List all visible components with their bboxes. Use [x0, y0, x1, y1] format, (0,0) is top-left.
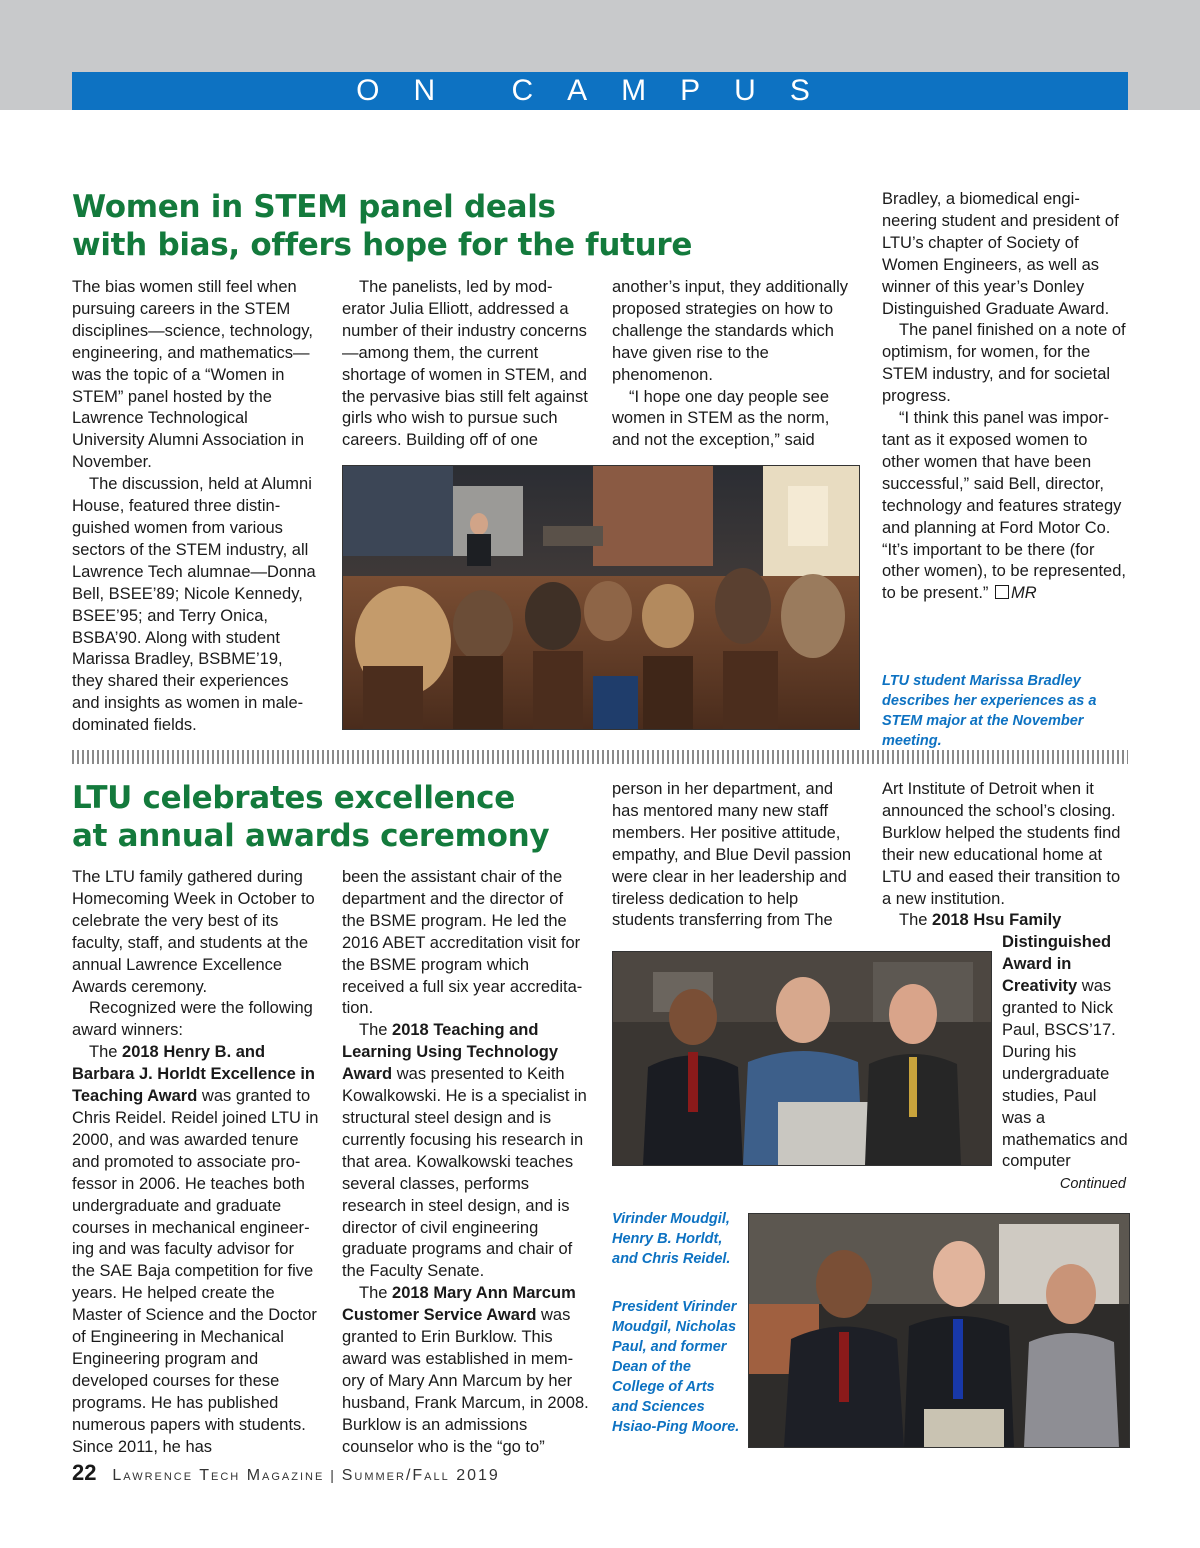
- horldt-award-illustration: [613, 952, 991, 1165]
- page-footer: [72, 1460, 500, 1486]
- paragraph: [342, 1020, 590, 1283]
- issue-label: Summer/Fall 2019: [341, 1467, 500, 1484]
- text-run: The: [899, 911, 933, 930]
- article2-column-1: [72, 867, 320, 1458]
- panel-meeting-photo: [342, 465, 860, 730]
- paragraph: Art Institute of Detroit when it announced the school’s closing. Burklow helped the students find their new educational home at LTU and eased their transition to a new institution.: [882, 780, 1121, 908]
- byline: MR: [1011, 584, 1037, 603]
- panel-photo-caption: LTU student Marissa Bradley describes her experiences as a STEM major at the November meeting.: [882, 673, 1097, 749]
- paragraph: “I hope one day people see women in STEM as the norm, and not the exception,” said: [612, 387, 830, 450]
- article2-column-3: [612, 779, 858, 932]
- panel-meeting-illustration: [343, 466, 859, 729]
- article2-headline-line1: LTU celebrates excellence: [72, 780, 515, 816]
- award-name-part1: 2018 Hsu Family: [932, 911, 1062, 930]
- paragraph: another’s input, they additionally proposed strategies on how to challenge the standards which have given rise to the phenomenon.: [612, 278, 849, 384]
- article2-headline: [72, 779, 549, 855]
- paragraph: person in her department, and has mentored many new staff members. Her positive attitude, empathy, and Blue Devil passion were clear in her leadership and tireless dedication to help students transferring from The: [612, 780, 852, 930]
- section-divider: [72, 750, 1128, 764]
- article1-column-1: [72, 277, 317, 737]
- text-run: was granted to Erin Burklow. This award was established in memory of Mary Ann Marcum by her husband, Frank Marcum, in 2008. Burklow is an admissions counselor who is the “go to”: [342, 1306, 589, 1456]
- page-number: 22: [72, 1460, 97, 1485]
- text-run: The: [359, 1021, 393, 1040]
- text-run: was granted to Chris Reidel. Reidel joined LTU in 2000, and was awarded tenure and promoted to associate professor in 2006. He teaches both undergraduate and graduate courses in mechanical engineering and was faculty advisor for the SAE Baja competition for five years. He helped create the Master of Science and the Doctor of Engineering in Mechanical Engineering program and developed courses for these programs. He has published numerous papers with students. Since 2011, he has: [72, 1087, 319, 1456]
- paragraph: [72, 1042, 320, 1458]
- text-run: was granted to Nick Paul, BSCS’17. During his undergraduate studies, Paul was a mathematics and computer: [1002, 977, 1128, 1171]
- article2-column-2: [342, 867, 590, 1458]
- text-run: was presented to Keith Kowalkowski. He is a specialist in structural steel design and is currently focusing his research in that area. Kowalkowski teaches several classes, performs research in steel design, and is director of civil engineering graduate programs and chair of the Faculty Senate.: [342, 1065, 587, 1281]
- paragraph: [882, 408, 1128, 605]
- text-run: The: [359, 1284, 393, 1303]
- article1-headline-line2: with bias, offers hope for the future: [72, 227, 693, 263]
- section-header-bar: ON CAMPUS: [72, 72, 1128, 110]
- magazine-name: Lawrence Tech Magazine: [112, 1467, 325, 1484]
- article1-column-3: [612, 277, 857, 452]
- paragraph: been the assistant chair of the department and the director of the BSME program. He led the 2016 ABET accreditation visit for the BSME program which received a full six year accreditation.: [342, 868, 583, 1018]
- paragraph: [882, 910, 1128, 932]
- paragraph: The LTU family gathered during Homecoming Week in October to celebrate the very best of its faculty, staff, and students at the annual Lawrence Excellence Awards ceremony.: [72, 868, 315, 996]
- footer-separator: |: [330, 1467, 336, 1483]
- article2-headline-line2: at annual awards ceremony: [72, 818, 550, 854]
- hsu-award-illustration: [749, 1214, 1129, 1447]
- award-name: 2018 Henry B. and Barbara J. Horldt Excellence in Teaching Award: [72, 1043, 316, 1106]
- hsu-photo-caption: President Virinder Moudgil, Nicholas Paul, and former Dean of the College of Arts and Sciences Hsiao-Ping Moore.: [612, 1299, 740, 1435]
- text-run: The: [89, 1043, 123, 1062]
- quote-text: “I think this panel was important as it exposed women to other women that have been successful,” said Bell, director, technology and features strategy and planning at Ford Motor Co. “It’s important to be there (for other women), to be represented, to be present.”: [882, 409, 1126, 603]
- paragraph: Bradley, a biomedical engineering student and president of LTU’s chapter of Society of Women Engineers, as well as winner of this year’s Donley Distinguished Graduate Award.: [882, 190, 1119, 318]
- paragraph: Recognized were the following award winners:: [72, 999, 313, 1040]
- hsu-award-photo: [748, 1213, 1130, 1448]
- paragraph: [1002, 932, 1128, 1173]
- paragraph: [342, 1283, 590, 1458]
- article1-column-4: [882, 189, 1128, 605]
- article1-column-2: [342, 277, 590, 452]
- award-name: 2018 Teaching and Learning Using Technology Award: [342, 1021, 559, 1084]
- award-name-part2: Distinguished Award in Creativity: [1002, 933, 1112, 996]
- paragraph: The panel finished on a note of optimism, for women, for the STEM industry, and for societal progress.: [882, 321, 1126, 406]
- horldt-award-photo: [612, 951, 992, 1166]
- article1-headline: [72, 188, 692, 264]
- paragraph: The panelists, led by moderator Julia Elliott, addressed a number of their industry concerns—among them, the current shortage of women in STEM, and the pervasive bias still felt against girls who wish to pursue such careers. Building off of one: [342, 278, 588, 450]
- paragraph: The discussion, held at Alumni House, featured three distinguished women from various sectors of the STEM industry, all Lawrence Tech alumnae—Donna Bell, BSEE’89; Nicole Kennedy, BSEE’95; and Terry Onica, BSBA’90. Along with student Marissa Bradley, BSBME’19, they shared their experiences and insights as women in male-dominated fields.: [72, 475, 316, 735]
- paragraph: The bias women still feel when pursuing careers in the STEM disciplines—science, technology, engineering, and mathematics—was the topic of a “Women in STEM” panel hosted by the Lawrence Technological University Alumni Association in November.: [72, 278, 313, 472]
- horldt-photo-caption: Virinder Moudgil, Henry B. Horldt, and Chris Reidel.: [612, 1211, 731, 1267]
- article1-headline-line1: Women in STEM panel deals: [72, 189, 556, 225]
- continued-label: Continued: [1059, 1176, 1126, 1192]
- award-name: 2018 Mary Ann Marcum Customer Service Award: [342, 1284, 576, 1325]
- end-mark-icon: [995, 585, 1009, 599]
